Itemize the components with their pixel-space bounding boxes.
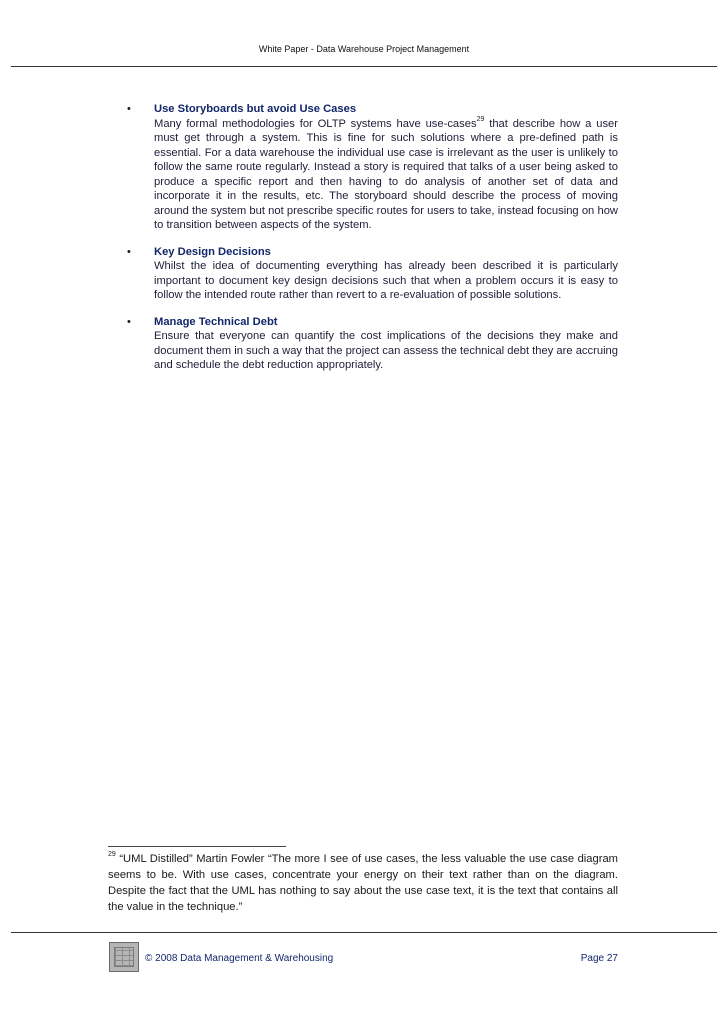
bullet-body-text: Many formal methodologies for OLTP systems have use-cases: [154, 117, 477, 130]
bullet-heading: Key Design Decisions: [154, 245, 271, 258]
footer-copyright: © 2008 Data Management & Warehousing: [145, 953, 334, 964]
footnote-text: “UML Distilled” Martin Fowler “The more I see of use cases, the less valuable the use case diagram seems to be. With use cases, concentrate your energy on their text rather than on the diagram. Despite the fact that the UML has nothing to say about the use case text, it is the text that contains all the value in the technique.”: [108, 853, 618, 913]
footnote-reference[interactable]: 29: [476, 115, 485, 123]
header-rule: [11, 66, 717, 67]
bullet-body: Whilst the idea of documenting everything has already been described it is particularly important to document key design decisions such that when a problem occurs it is easy to follow the intended route rather than revert to a re-evaluation of possible solutions.: [154, 260, 618, 301]
logo-bricks: [114, 947, 134, 967]
bullet-body: [154, 117, 618, 233]
bullet-icon: •: [127, 245, 131, 258]
footnote-separator: [108, 846, 286, 847]
page-number: Page 27: [580, 953, 618, 964]
main-content: [120, 102, 618, 385]
list-item-technical-debt: [120, 315, 618, 373]
bullet-body-text-continued: that describe how a user must get through a system. This is fine for such solutions where a pre-defined path is essential. For a data warehouse the individual use case is irrelevant as the user is unlikely to follow the same route regularly. Instead a story is required that talks of a user being asked to produce a specific report and then having to do analysis of another set of data and incorporate it in the results, etc. The storyboard should describe the process of moving around the system but not prescribe specific routes for users to take, instead focusing on how to transition between aspects of the system.: [154, 117, 619, 231]
brick-wall-logo-icon: [109, 942, 139, 972]
list-item-key-design-decisions: [120, 245, 618, 303]
bullet-icon: •: [127, 315, 131, 328]
footnote: [108, 851, 618, 915]
list-item-storyboards: [120, 102, 618, 233]
footer-rule: [11, 932, 717, 933]
bullet-body: Ensure that everyone can quantify the cost implications of the decisions they make and document them in such a way that the project can assess the technical debt they are accruing and schedule the debt reduction appropriately.: [154, 330, 618, 371]
bullet-icon: •: [127, 103, 131, 115]
footnote-number: 29: [108, 851, 116, 859]
bullet-heading: Manage Technical Debt: [154, 315, 278, 328]
header-title: White Paper - Data Warehouse Project Management: [258, 44, 470, 54]
bullet-heading: Use Storyboards but avoid Use Cases: [154, 103, 357, 115]
